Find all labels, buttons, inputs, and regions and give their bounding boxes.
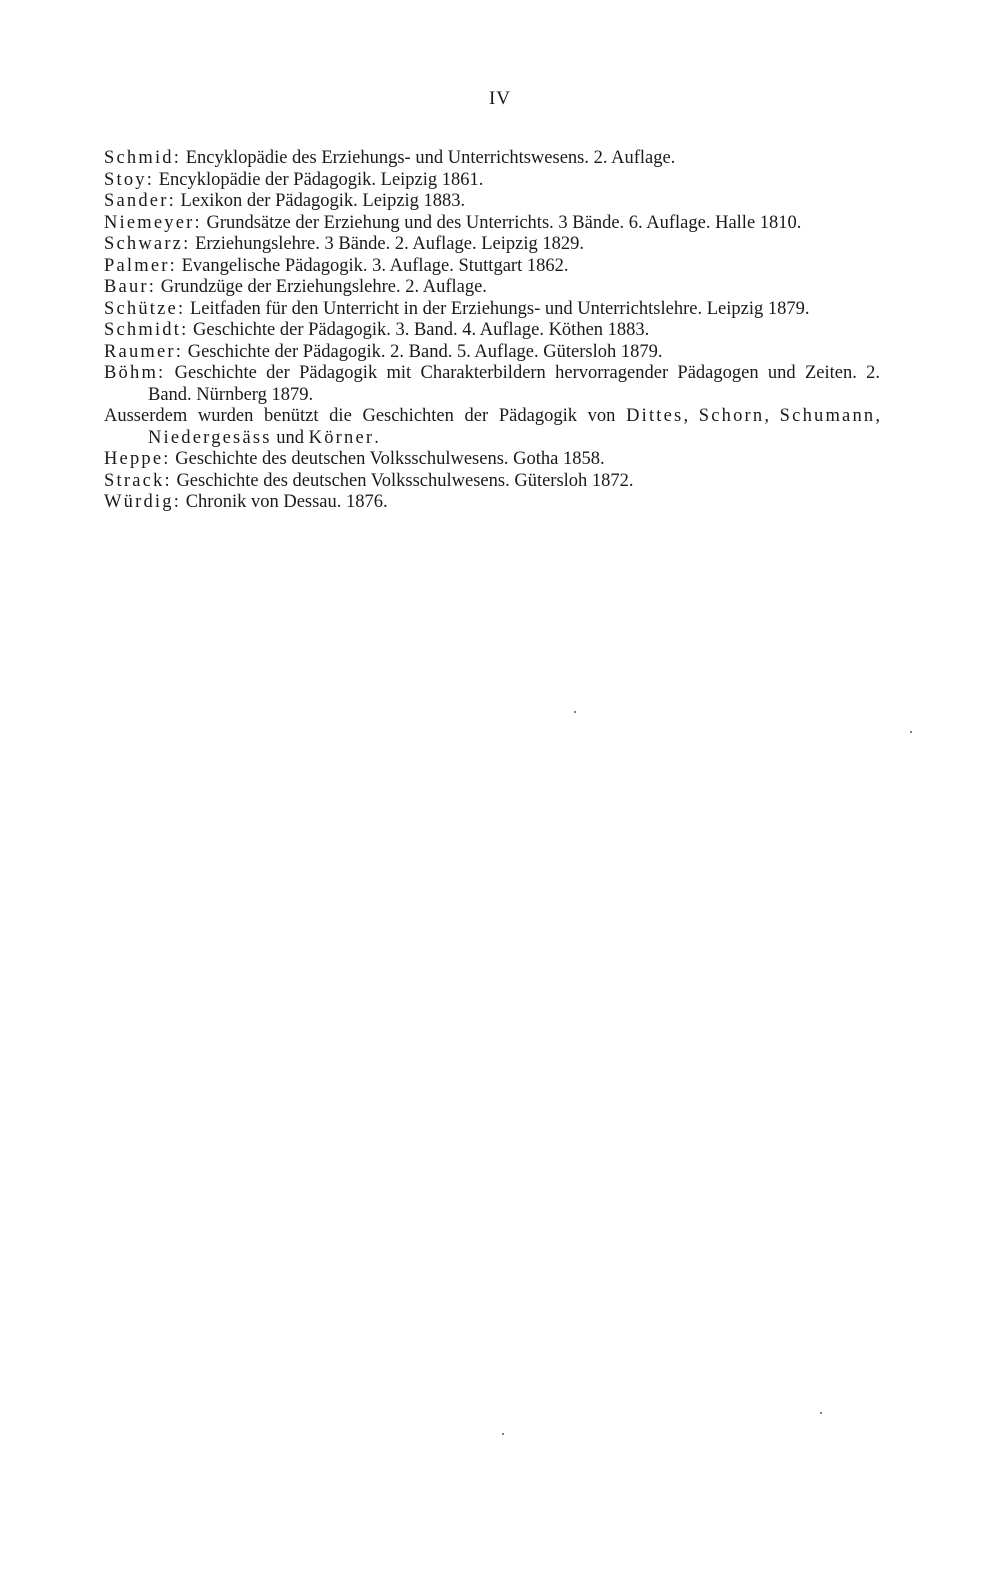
bibliography-entry [104, 449, 880, 471]
entry-author: Raumer: [104, 341, 184, 362]
bibliography-entry [104, 234, 880, 256]
entry-author: Stoy: [104, 169, 155, 190]
note-separator: und [271, 427, 309, 448]
entry-author: Sander: [104, 191, 176, 211]
entry-author: Palmer: [104, 255, 177, 276]
bibliography-entry [104, 342, 880, 364]
bibliography-entry [104, 191, 880, 213]
bibliography-entry [104, 213, 880, 235]
note-separator: , [683, 406, 699, 426]
note-name: Dittes [626, 406, 684, 426]
bibliography-entry [104, 299, 880, 321]
entry-text: Evangelische Pädagogik. 3. Auflage. Stuttgart 1862. [176, 255, 569, 276]
entry-text: Erziehungslehre. 3 Bände. 2. Auflage. Leipzig 1829. [190, 234, 584, 254]
note-separator: , [764, 406, 780, 426]
bibliography-entry [104, 148, 880, 170]
entry-author: Würdig: [104, 492, 182, 512]
bibliography-entry [104, 320, 880, 342]
bibliography-entry [104, 471, 880, 493]
entry-author: Heppe: [104, 449, 171, 469]
additional-sources-note [104, 406, 880, 449]
entry-text: Grundsätze der Erziehung und des Unterrichts. 3 Bände. 6. Auflage. Halle 1810. [201, 212, 802, 233]
entry-text: Encyklopädie des Erziehungs- und Unterrichtswesens. 2. Auflage. [181, 148, 676, 168]
entry-text: Geschichte der Pädagogik. 3. Band. 4. Auflage. Köthen 1883. [188, 320, 650, 340]
bibliography-entry [104, 492, 880, 514]
entry-author: Schütze: [104, 298, 186, 319]
entry-text: Geschichte des deutschen Volksschulwesens. Gütersloh 1872. [171, 470, 634, 491]
entry-author: Baur: [104, 277, 157, 297]
entry-text: Grundzüge der Erziehungslehre. 2. Auflage. [156, 277, 487, 297]
bibliography-entry [104, 277, 880, 299]
note-name: Körner [308, 427, 375, 448]
bibliography-entry [104, 363, 880, 406]
entry-author: Niemeyer: [104, 212, 202, 233]
entry-author: Strack: [104, 470, 172, 491]
entry-text: Lexikon der Pädagogik. Leipzig 1883. [175, 191, 466, 211]
note-intro: Ausserdem wurden benützt die Geschichten der Pädagogik von [104, 406, 627, 426]
note-separator: , [875, 406, 880, 426]
entry-text: Encyklopädie der Pädagogik. Leipzig 1861. [154, 169, 484, 190]
note-name: Schorn [698, 406, 765, 426]
bibliography-entry [104, 170, 880, 192]
entry-author: Schmidt: [104, 320, 189, 340]
bibliography-list [104, 148, 880, 514]
entry-text: Geschichte der Pädagogik mit Charakterbildern hervorragender Pädagogen und Zeiten. 2. Band. Nürnberg 1879. [148, 363, 880, 405]
entry-author: Schmid: [104, 148, 182, 168]
entry-author: Böhm: [104, 363, 166, 383]
bibliography-entry [104, 256, 880, 278]
note-name: Schumann [779, 406, 876, 426]
entry-author: Schwarz: [104, 234, 191, 254]
note-name: Niedergesäss [148, 427, 272, 448]
page-number: IV [488, 88, 512, 109]
entry-text: Chronik von Dessau. 1876. [181, 492, 388, 512]
entry-text: Leitfaden für den Unterricht in der Erziehungs- und Unterrichtslehre. Leipzig 1879. [185, 298, 810, 319]
scan-speck [574, 711, 576, 713]
entry-text: Geschichte des deutschen Volksschulwesens. Gotha 1858. [170, 449, 605, 469]
scan-speck [910, 731, 912, 733]
scan-speck [820, 1412, 822, 1414]
entry-text: Geschichte der Pädagogik. 2. Band. 5. Auflage. Gütersloh 1879. [183, 341, 663, 362]
note-end: . [374, 427, 379, 448]
scan-speck [502, 1433, 504, 1435]
